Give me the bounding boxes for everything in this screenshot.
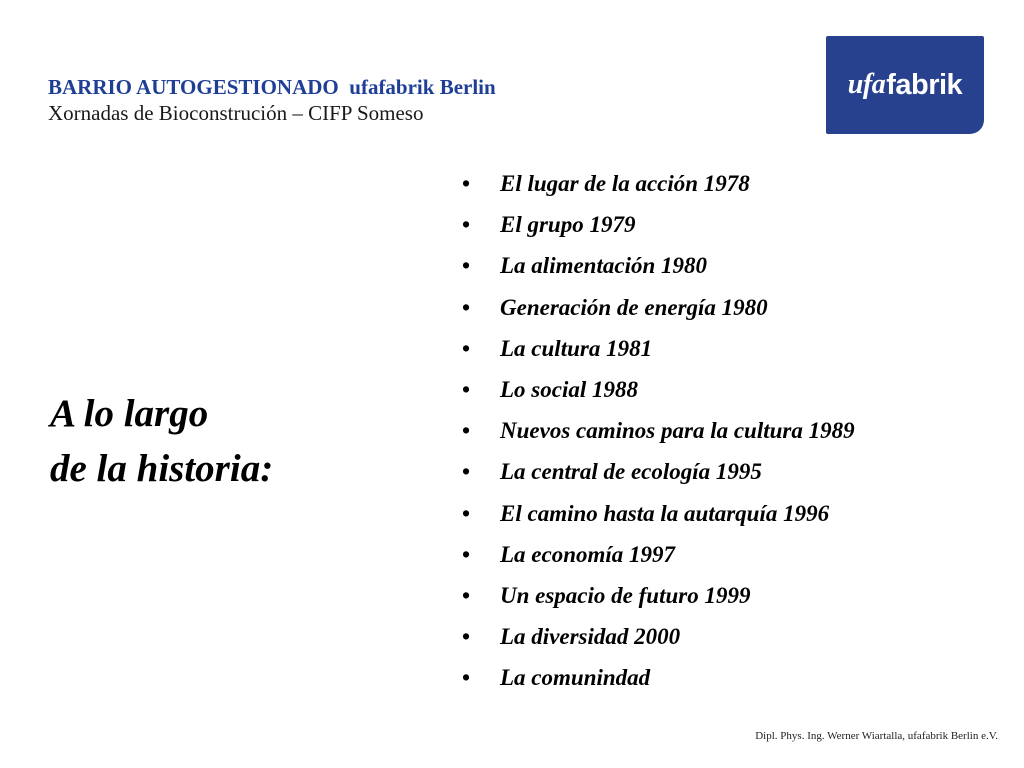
slide-header	[48, 74, 496, 126]
topic-item	[462, 245, 855, 286]
topic-item	[462, 204, 855, 245]
bullet-icon: •	[462, 541, 471, 567]
header-title-line	[48, 74, 496, 100]
bullet-icon: •	[462, 212, 471, 238]
bullet-icon: •	[462, 582, 471, 608]
bullet-icon: •	[462, 418, 471, 444]
topic-label: El camino hasta la autarquía 1996	[500, 500, 830, 526]
topic-item	[462, 534, 855, 575]
header-org: BARRIO AUTOGESTIONADO	[48, 75, 339, 99]
logo-wordmark	[826, 36, 984, 134]
topic-item	[462, 493, 855, 534]
bullet-icon: •	[462, 376, 471, 402]
bullet-icon: •	[462, 624, 471, 650]
heading-line-2: de la historia:	[50, 447, 274, 490]
topic-item	[462, 616, 855, 657]
topic-label: La central de ecología 1995	[500, 459, 762, 485]
topic-label: Un espacio de futuro 1999	[500, 582, 751, 608]
header-venue: ufafabrik Berlin	[349, 75, 496, 99]
topic-item	[462, 575, 855, 616]
heading-line-1: A lo largo	[50, 392, 209, 435]
footer-credit: Dipl. Phys. Ing. Werner Wiartalla, ufafabrik Berlin e.V.	[755, 730, 998, 742]
bullet-icon: •	[462, 665, 471, 691]
topic-label: Lo social 1988	[500, 376, 638, 402]
bullet-icon: •	[462, 253, 471, 279]
logo-fabrik: fabrik	[886, 68, 963, 101]
topic-item	[462, 163, 855, 204]
header-subtitle: Xornadas de Bioconstrución – CIFP Someso	[48, 101, 424, 125]
topic-item	[462, 328, 855, 369]
ufafabrik-logo	[826, 36, 984, 134]
topic-label: La diversidad 2000	[500, 624, 681, 650]
topic-item	[462, 410, 855, 451]
bullet-icon: •	[462, 171, 471, 196]
topic-label: Nuevos caminos para la cultura 1989	[500, 418, 855, 444]
topic-item	[462, 451, 855, 492]
topic-item	[462, 287, 855, 328]
topic-label: Generación de energía 1980	[500, 294, 768, 320]
topic-item	[462, 657, 855, 698]
section-heading	[50, 386, 273, 496]
topic-label: El grupo 1979	[500, 212, 636, 238]
bullet-icon: •	[462, 294, 471, 320]
topic-label: El lugar de la acción 1978	[500, 171, 750, 196]
topic-label: La comunindad	[500, 665, 651, 691]
topic-label: La alimentación 1980	[500, 253, 707, 279]
bullet-icon: •	[462, 459, 471, 485]
bullet-icon: •	[462, 500, 471, 526]
topics-list	[462, 163, 855, 698]
bullet-icon: •	[462, 335, 471, 361]
topic-label: La cultura 1981	[500, 335, 653, 361]
topic-label: La economía 1997	[500, 541, 676, 567]
topic-item	[462, 369, 855, 410]
logo-ufa: ufa	[847, 69, 886, 100]
